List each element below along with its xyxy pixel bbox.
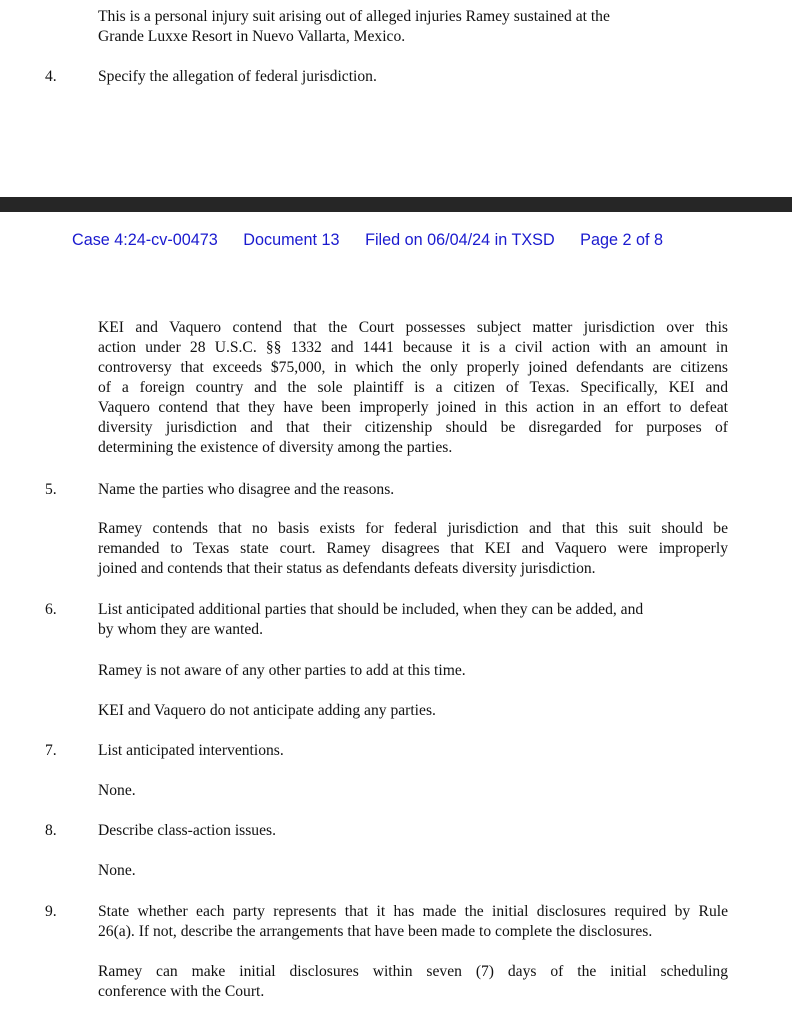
case-header [72,230,684,250]
text-line: KEI and Vaquero do not anticipate adding any parties. [98,702,436,719]
text-line: List anticipated additional parties that should be included, when they can be added, and [98,601,644,618]
text-line: Ramey is not aware of any other parties to add at this time. [98,662,466,679]
item-6-answer-defendants [98,701,728,721]
item-5-answer [98,519,728,579]
item-9-number: 9. [45,903,57,920]
text-line: This is a personal injury suit arising out of alleged injuries Ramey sustained at the [98,8,610,25]
text-line: by whom they are wanted. [98,621,263,638]
text-line: remanded to Texas state court. Ramey disagrees that KEI and Vaquero were improperly [98,540,728,557]
text-line: KEI and Vaquero contend that the Court possesses subject matter jurisdiction over this [98,319,728,336]
item-5-number: 5. [45,481,57,498]
item-4-number: 4. [45,68,57,85]
text-line: conference with the Court. [98,983,265,1000]
text-line: State whether each party represents that it has made the initial disclosures required by Rule [98,903,728,920]
item-8-answer [98,861,728,881]
item-6-question [98,600,728,640]
case-number: Case 4:24-cv-00473 [72,231,218,249]
text-line: determining the existence of diversity among the parties. [98,439,453,456]
item-7-question [98,741,728,761]
text-line: Name the parties who disagree and the reasons. [98,481,395,498]
text-line: None. [98,862,136,879]
text-line: None. [98,782,136,799]
item-5-question [98,480,728,500]
text-line: diversity jurisdiction and that their citizenship should be disregarded for purposes of [98,419,728,436]
text-line: Ramey contends that no basis exists for federal jurisdiction and that this suit should be [98,520,728,537]
text-line: Describe class-action issues. [98,822,276,839]
text-line: of a foreign country and the sole plaintiff is a citizen of Texas. Specifically, KEI and [98,379,728,396]
text-line: Vaquero contend that they have been improperly joined in this action in an effort to defeat [98,399,728,416]
text-line: Grande Luxxe Resort in Nuevo Vallarta, Mexico. [98,28,406,45]
item-3-answer [98,7,728,47]
item-8-question [98,821,728,841]
item-6-number: 6. [45,601,57,618]
text-line: controversy that exceeds $75,000, in which the only properly joined defendants are citizens [98,359,728,376]
text-line: 26(a). If not, describe the arrangements that have been made to complete the disclosures. [98,923,653,940]
text-line: List anticipated interventions. [98,742,284,759]
text-line: joined and contends that their status as defendants defeats diversity jurisdiction. [98,560,596,577]
item-9-answer [98,962,728,1002]
page-number: Page 2 of 8 [580,231,663,249]
item-8-number: 8. [45,822,57,839]
item-7-number: 7. [45,742,57,759]
text-line: action under 28 U.S.C. §§ 1332 and 1441 because it is a civil action with an amount in [98,339,728,356]
item-4-question [98,67,728,87]
item-9-question [98,902,728,942]
item-7-answer [98,781,728,801]
text-line: Ramey can make initial disclosures within seven (7) days of the initial scheduling [98,963,728,980]
document-number: Document 13 [243,231,340,249]
item-4-answer [98,318,728,458]
text-line: Specify the allegation of federal jurisdiction. [98,68,377,85]
item-6-answer-plaintiff [98,661,728,681]
filed-date: Filed on 06/04/24 in TXSD [365,231,555,249]
page-separator [0,197,792,212]
